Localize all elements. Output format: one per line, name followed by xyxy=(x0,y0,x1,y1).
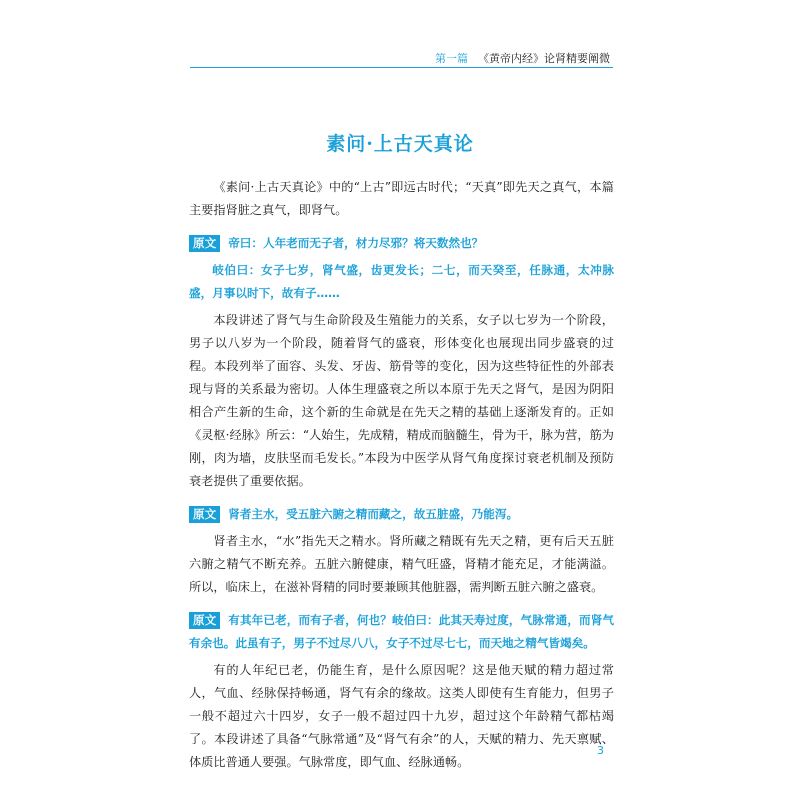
quote-line: 肾者主水，受五脏六腑之精而藏之，故五脏盛，乃能泻。 xyxy=(228,507,519,521)
page-title: 素问·上古天真论 xyxy=(326,132,474,155)
page-content xyxy=(189,176,614,774)
quote-line: 帝曰：人年老而无子者，材力尽邪？将天数然也？ xyxy=(228,236,484,250)
intro-paragraph: 《素问·上古天真论》中的“上古”即远古时代；“天真”即先天之真气，本篇主要指肾脏之真气，即肾气。 xyxy=(189,180,614,217)
quote-block xyxy=(189,503,614,526)
quote-block xyxy=(189,232,614,255)
commentary-paragraph: 肾者主水，“水”指先天之精水。肾所藏之精既有先天之精，更有后天五脏六腑之精气不断充养。五脏六腑健康，精气旺盛，肾精才能充足，才能满溢。所以，临床上，在滋补肾精的同时要兼顾其他脏器，需判断五脏六腑之盛衰。 xyxy=(189,534,614,594)
page-number: 3 xyxy=(597,744,604,757)
section-1 xyxy=(189,232,614,493)
quote-block xyxy=(189,259,614,305)
original-text-tag: 原文 xyxy=(189,506,220,523)
original-text-tag: 原文 xyxy=(189,235,220,252)
commentary-paragraph: 本段讲述了肾气与生命阶段及生殖能力的关系，女子以七岁为一个阶段，男子以八岁为一个阶段，随着肾气的盛衰，形体变化也展现出同步盛衰的过程。本段列举了面容、头发、牙齿、筋骨等的变化，因为这些特征性的外部表现与肾的关系最为密切。人体生理盛衰之所以本原于先天之肾气，是因为阴阳相合产生新的生命，这个新的生命就是在先天之精的基础上逐渐发育的。正如《灵枢·经脉》所云：“人始生，先成精，精成而脑髓生，骨为干，脉为营，筋为刚，肉为墙，皮肤坚而毛发长。”本段为中医学从肾气角度探讨衰老机制及预防衰老提供了重要依据。 xyxy=(189,313,614,488)
quote-line: 有其年已老，而有子者，何也？岐伯曰：此其天寿过度，气脉常通，而肾气有余也。此虽有子，男子不过尽八八，女子不过尽七七，而天地之精气皆竭矣。 xyxy=(189,613,614,650)
section-3 xyxy=(189,609,614,774)
quote-line: 岐伯曰：女子七岁，肾气盛，齿更发长；二七，而天癸至，任脉通，太冲脉盛，月事以时下，故有子…… xyxy=(189,263,614,300)
quote-block xyxy=(189,609,614,655)
section-2 xyxy=(189,503,614,599)
part-label: 第一篇 xyxy=(435,52,468,65)
book-title: 《黄帝内经》论肾精要阐微 xyxy=(478,52,610,65)
commentary-paragraph: 有的人年纪已老，仍能生育，是什么原因呢？这是他天赋的精力超过常人，气血、经脉保持畅通，肾气有余的缘故。这类人即使有生育能力，但男子一般不超过六十四岁，女子一般不超过四十九岁，超过这个年龄精气都枯竭了。本段讲述了具备“气脉常通”及“肾气有余”的人，天赋的精力、先天禀赋、体质比普通人要强。气脉常度，即气血、经脉通畅。 xyxy=(189,663,614,769)
header-rule xyxy=(190,67,613,68)
running-head xyxy=(435,50,610,66)
original-text-tag: 原文 xyxy=(189,612,220,629)
